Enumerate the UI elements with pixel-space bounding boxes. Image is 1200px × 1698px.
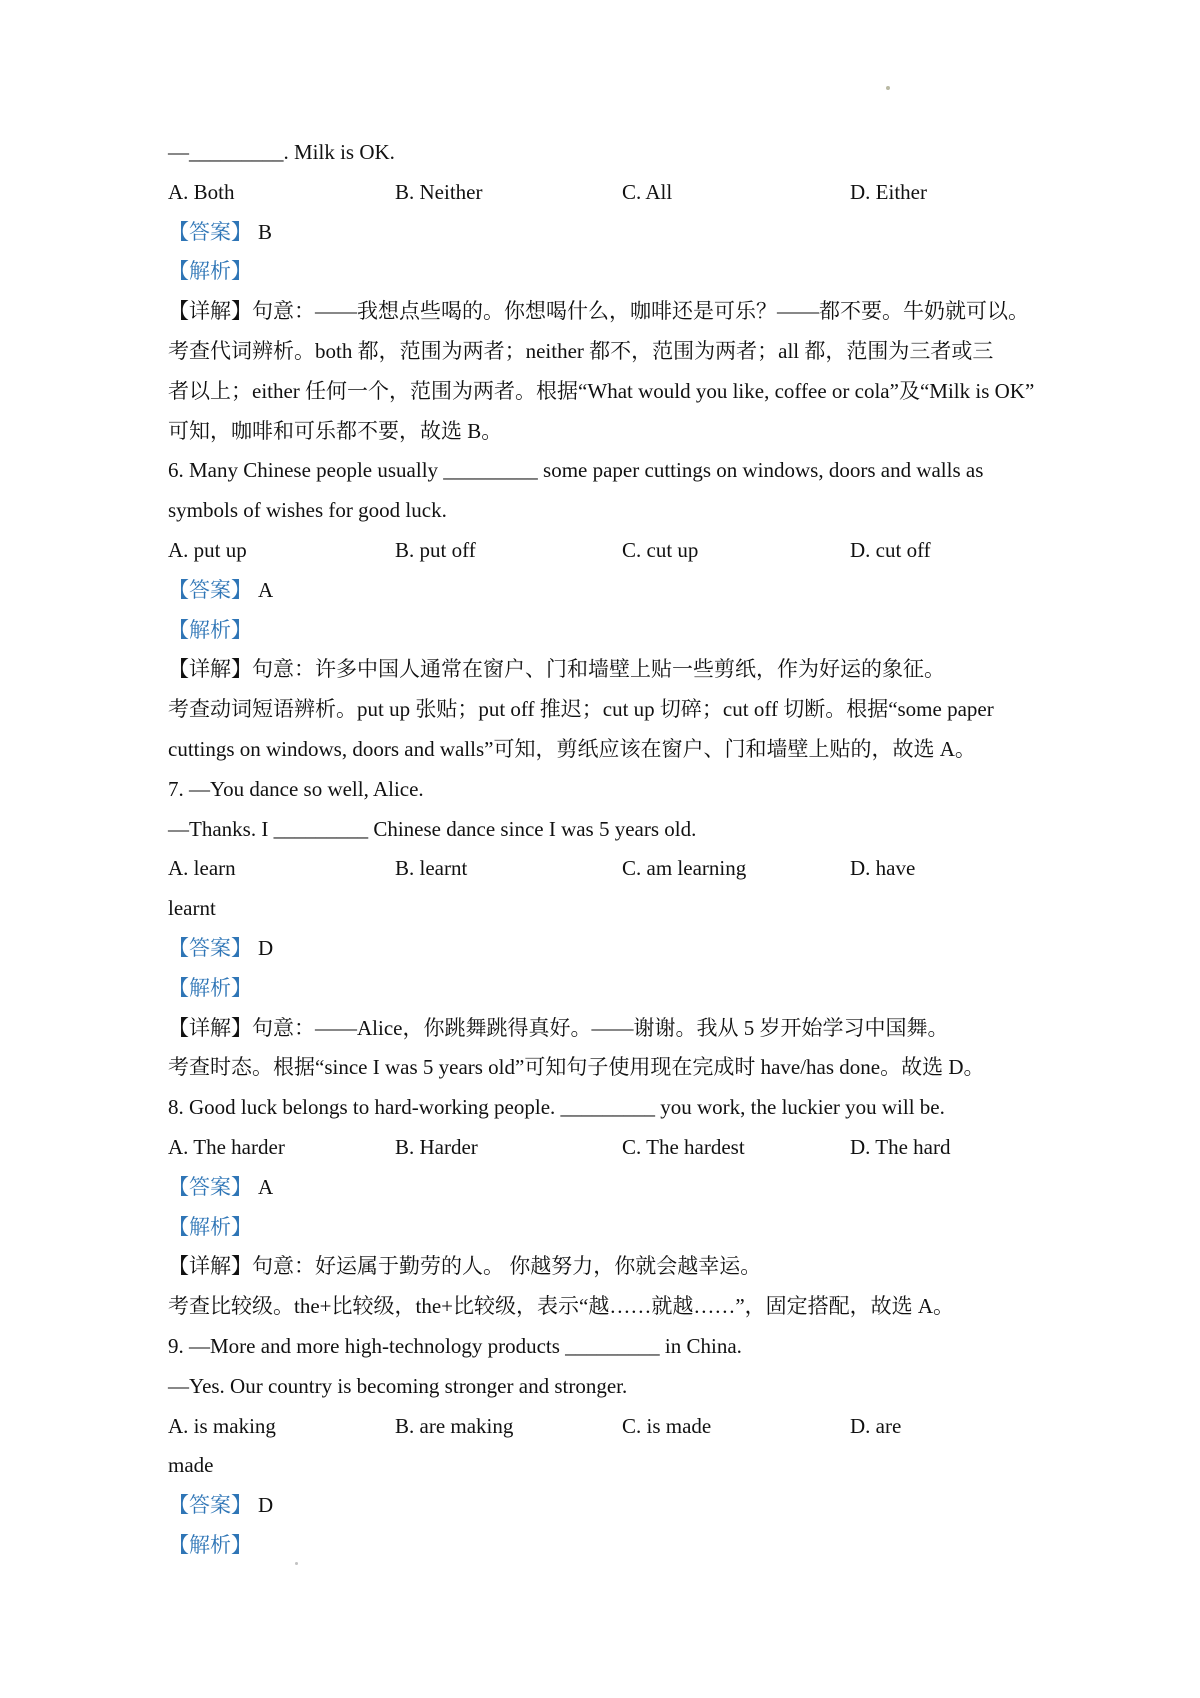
explanation-line: 【详解】句意：——我想点些喝的。你想喝什么，咖啡还是可乐？——都不要。牛奶就可以。 [168,299,1029,324]
options-row [168,173,1048,213]
explanation-line: 考查比较级。the+比较级，the+比较级，表示“越……就越……”，固定搭配，故选 A。 [168,1294,955,1319]
option-item: B. put off [395,537,476,562]
explanation-line: 可知，咖啡和可乐都不要，故选 B。 [168,418,503,443]
answer-letter: B [258,219,273,244]
answer-letter: A [258,577,274,602]
option-item: D. are [850,1413,902,1438]
option-item: C. am learning [622,856,747,881]
question-stem-line: —Yes. Our country is becoming stronger and stronger. [168,1373,628,1398]
options-row [168,1128,1048,1168]
explanation-line: cuttings on windows, doors and walls”可知，剪纸应该在窗户、门和墙壁上贴的，故选 A。 [168,736,976,761]
option-item: C. The hardest [622,1134,745,1159]
option-overflow-line: made [168,1453,214,1478]
explanation-line: 考查时态。根据“since I was 5 years old”可知句子使用现在完成时 have/has done。故选 D。 [168,1055,985,1080]
option-item: B. Harder [395,1134,478,1159]
explanation-line: 【详解】句意：许多中国人通常在窗户、门和墙壁上贴一些剪纸，作为好运的象征。 [168,657,945,682]
option-item: C. cut up [622,537,699,562]
question-stem-line: 8. Good luck belongs to hard-working people. _________ you work, the luckier you will be. [168,1095,945,1120]
analysis-line [168,1526,1048,1566]
option-item: A. is making [168,1413,276,1438]
analysis-label: 【解析】 [168,1214,252,1239]
option-item: A. learn [168,856,236,881]
analysis-label: 【解析】 [168,975,252,1000]
option-item: A. put up [168,537,247,562]
answer-label: 【答案】 [168,935,252,960]
answer-letter: A [258,1174,274,1199]
explanation-line: 【详解】句意：——Alice，你跳舞跳得真好。——谢谢。我从 5 岁开始学习中国舞。 [168,1015,949,1040]
option-item: A. The harder [168,1134,285,1159]
scan-artifact-dot [295,1562,298,1565]
options-row [168,849,1048,889]
answer-label: 【答案】 [168,219,252,244]
answer-label: 【答案】 [168,1493,252,1518]
question-stem-line: 9. —More and more high-technology products _________ in China. [168,1333,742,1358]
scan-artifact-dot [886,86,890,90]
option-item: C. All [622,179,673,204]
answer-line [168,929,1048,969]
option-item: B. Neither [395,179,483,204]
answer-label: 【答案】 [168,577,252,602]
analysis-label: 【解析】 [168,617,252,642]
option-item: D. have [850,856,916,881]
analysis-line [168,252,1048,292]
question-stem-line: —_________. Milk is OK. [168,140,395,164]
explanation-line: 【详解】句意：好运属于勤劳的人。 你越努力，你就会越幸运。 [168,1254,762,1279]
option-item: B. learnt [395,856,468,881]
answer-letter: D [258,1493,274,1518]
answer-letter: D [258,935,274,960]
explanation-line: 考查代词辨析。both 都，范围为两者；neither 都不，范围为两者；all 都，范围为三者或三 [168,338,994,363]
options-row [168,531,1048,571]
option-item: C. is made [622,1413,712,1438]
answer-line [168,1168,1048,1208]
option-item: A. Both [168,179,235,204]
analysis-line [168,969,1048,1009]
question-stem-line: 7. —You dance so well, Alice. [168,776,424,801]
answer-line [168,571,1048,611]
option-item: B. are making [395,1413,514,1438]
question-stem-line: —Thanks. I _________ Chinese dance since I was 5 years old. [168,816,697,841]
question-stem-line: symbols of wishes for good luck. [168,498,447,523]
explanation-line: 者以上；either 任何一个，范围为两者。根据“What would you like, coffee or cola”及“Milk is OK” [168,378,1035,403]
analysis-line [168,611,1048,651]
option-item: D. Either [850,179,927,204]
analysis-label: 【解析】 [168,259,252,284]
analysis-line [168,1208,1048,1248]
explanation-line: 考查动词短语辨析。put up 张贴；put off 推迟；cut up 切碎；cut off 切断。根据“some paper [168,697,994,722]
analysis-label: 【解析】 [168,1532,252,1557]
document-content [168,133,1048,1566]
option-item: D. cut off [850,537,931,562]
option-item: D. The hard [850,1134,951,1159]
answer-line [168,1486,1048,1526]
option-overflow-line: learnt [168,896,216,921]
options-row [168,1407,1048,1447]
question-stem-line: 6. Many Chinese people usually _________ some paper cuttings on windows, doors and walls as [168,458,984,483]
answer-line [168,213,1048,253]
answer-label: 【答案】 [168,1174,252,1199]
